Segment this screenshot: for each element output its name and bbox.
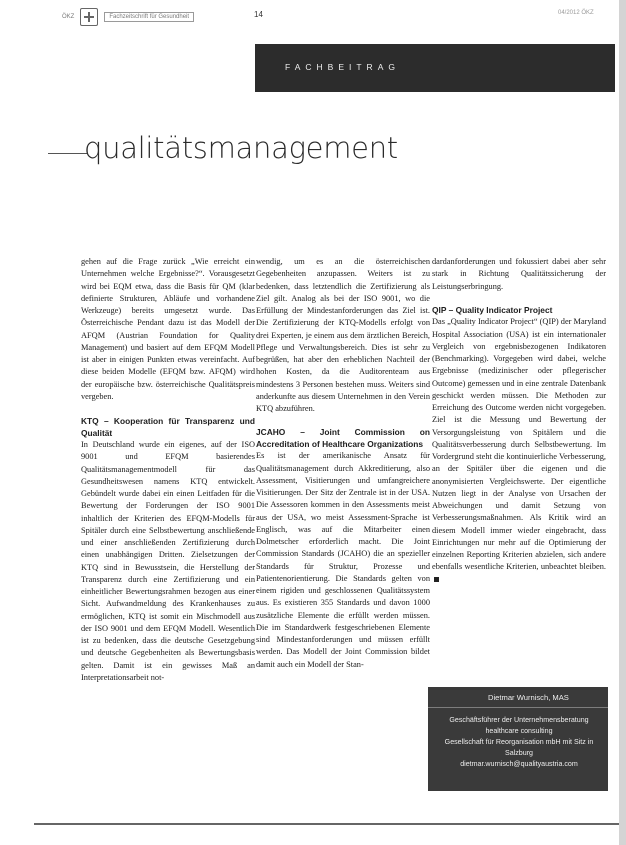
author-bio-line-2: Gesellschaft für Reorganisation mbH mit Sitz in Salzburg xyxy=(444,738,594,757)
section-label: FACHBEITRAG xyxy=(285,62,400,72)
page-number: 14 xyxy=(254,10,263,19)
author-email[interactable]: dietmar.wurnisch@qualityaustria.com xyxy=(460,760,578,768)
author-box xyxy=(428,687,608,791)
end-of-article-mark xyxy=(434,577,439,582)
author-name: Dietmar Wurnisch, MAS xyxy=(488,693,569,702)
column1-paragraph-2: In Deutschland wurde ein eigenes, auf der ISO 9001 und EFQM basierendes Qualitätsmanagementmodell für das Gesundheitswesen namens KTQ entwickelt. Gebündelt wurde dabei ein einen Leitfaden für die Bewertung der Forderungen der ISO 9001 inhaltlich der Kriterien des EFQM-Modells für Spitäler durch eine Selbstbewertung anschließende und einer anschließenden Zertifizierung durch einen unabhängigen Dritten. Zielsetzungen der KTQ sind in Bewusstsein, die Herstellung der Transparenz durch eine Zertifizierung und ein einheitlicher Bewertungsrahmen bezogen aus einer Sicht. Aufwandmeldung des Krankenhauses zu ermöglichen, KTQ ist somit ein Mischmodell aus der ISO 9001 und dem EFQM Modell. Wesentlich ist zu bedenken, dass die deutsche Gesetzgebung und deutsche Gegebenheiten als Bewertungsbasis gelten. Damit ist ein gewisses Maß an Interpretationsarbeit not- xyxy=(81,440,255,682)
column1-paragraph-1: gehen auf die Frage zurück „Wie erreicht ein Unternehmen welche Ergebnisse?“. Vorausgesetzt wird bei EQM etwa, dass die Basis für QM (klar definierte Strukturen, Abläufe und vorhandene Werkzeuge) bereits umgesetzt wurde. Das Österreichische Pendant dazu ist das Modell der AFQM (Austrian Foundation for Quality Management) und basiert auf dem EFQM Modell ist aber in einigen Punkten etwas vereinfacht. Auf diese beiden Modelle (EFQM bzw. AFQM) wird der europäische bzw. österreichische Qualitätspreis vergeben. xyxy=(81,257,255,401)
publisher-label: Fachzeitschrift für Gesundheit xyxy=(104,12,194,22)
journal-label-right: 04/2012 ÖKZ xyxy=(558,10,594,16)
author-bio xyxy=(434,715,604,770)
page-edge-shadow xyxy=(619,0,626,845)
cross-logo-icon xyxy=(80,8,98,26)
journal-label-left: ÖKZ xyxy=(62,14,75,20)
title-rule xyxy=(48,153,88,154)
page-header-left xyxy=(62,8,194,26)
footer-rule xyxy=(34,823,626,825)
column3-paragraph-1: dardanforderungen und fokussiert dabei aber sehr stark in Richtung Qualitätssicherung der Leistungserbringung. xyxy=(432,257,606,291)
author-divider xyxy=(428,707,608,708)
jcaho-heading: JCAHO – Joint Commission on Accreditation of Healthcare Organizations xyxy=(256,427,430,449)
article-title: qualitätsmanagement xyxy=(84,131,398,165)
column2-paragraph-2: Es ist der amerikanische Ansatz für Qualitätsmanagement durch Akkreditierung, also Assessment, Visitierungen und umfangreichere Visitierungen. Der Sitz der Zentrale ist in der USA. Die Assessoren kommen in den Assessments meist aus der USA, wo meist Assessment-Sprache ist Englisch, was auf die Mitarbeiter einen Dolmetscher erforderlich macht. Die Joint Commission Standards (JCAHO) die an spezieller Standards für Struktur, Prozesse und Patientenorientierung. Die Standards gelten von einem rigiden und geschlossenen Qualitätssystem aus. Es existieren 355 Standards und davon 1000 zusätzliche Elemente die erfüllt werden müssen. Die im Standardwerk festgeschriebenen Elemente sind Mindestanforderungen und müssen erfüllt werden. Das Modell der Joint Commission bildet damit auch ein Modell der Stan- xyxy=(256,451,430,669)
text-column-3 xyxy=(432,256,606,586)
ktq-heading: KTQ – Kooperation für Transparenz und Qualität xyxy=(81,416,255,438)
text-column-1 xyxy=(81,256,255,684)
author-bio-line-1: Geschäftsführer der Unternehmensberatung healthcare consulting xyxy=(449,716,589,735)
column3-paragraph-2: Das „Quality Indicator Project“ (QIP) der Maryland Hospital Association (USA) ist ein internationaler Vergleich von ergebnisbezogenen Indikatoren (Benchmarking). Vorgegeben wird dabei, welche Ergebnisse (medizinischer oder pflegerischer Outcome) gemessen und in eine zentrale Datenbank geschickt werden müssen. Die Methoden zur Erreichung des Outcome werden nicht vorgegeben. Ziel ist die Messung und Bewertung der Versorgungsleistung von Spitälern und die Qualitätsverbesserung durch Selbstbewertung. Im Vordergrund steht die kontinuierliche Verbesserung, an der Spitäler über die eigenen und die anonymisierten Vergleichswerte. Der eigentliche Nutzen liegt in der Analyse von Ursachen der Abweichungen und damit Setzung von Verbesserungsmaßnahmen. Als Kritik wird an diesem Modell immer wieder eingebracht, dass Einrichtungen nur mehr auf die Optimierung der einzelnen Reporting Kriterien abzielen, sich andere ebenfalls wesentliche Kriterien, unbeachtet bleiben. xyxy=(432,317,606,572)
text-column-2 xyxy=(256,256,430,671)
qip-heading: QIP – Quality Indicator Project xyxy=(432,304,553,315)
section-band xyxy=(255,44,615,92)
column2-paragraph-1: wendig, um es an die österreichischen Gegebenheiten anzupassen. Weiters ist zu bedenken, dass letztendlich die Zertifizierung als Ziel gilt. Analog als bei der ISO 9001, wo die Erfüllung der Mindestanforderungen das Ziel ist. Die Zertifizierung der KTQ-Modells erfolgt von drei Experten, je einem aus dem ärztlichen Bereich, Pflege und Verwaltungsbereich. Dies ist sehr zu begrüßen, hat aber den erheblichen Nachteil der hohen Kosten, da die Auditorenteam aus mindestens 3 Personen bestehen muss. Weiters sind anderkunfte aus diesem Unternehmen in den Verein KTQ abzuführen. xyxy=(256,257,430,413)
